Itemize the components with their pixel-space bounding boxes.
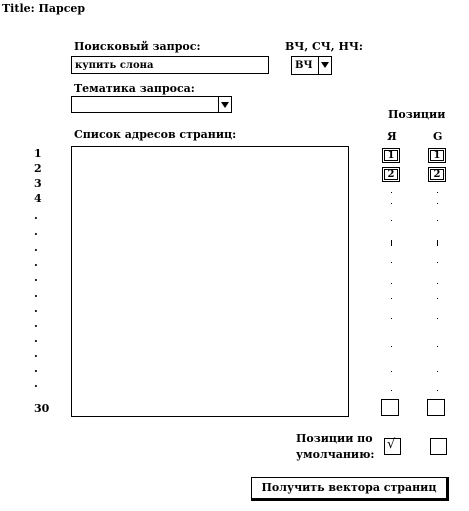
ellipsis-dot (437, 192, 438, 193)
positions-col-google: G (433, 130, 443, 143)
google-position-1: 1 (428, 148, 446, 163)
frequency-select[interactable] (291, 56, 332, 75)
check-icon: √ (387, 437, 396, 452)
pages-label: Список адресов страниц: (74, 128, 237, 141)
google-position-30[interactable] (427, 399, 445, 416)
row-number: . (34, 332, 38, 345)
yandex-position-30[interactable] (381, 399, 399, 416)
query-input-value: купить слона (75, 60, 154, 71)
row-number: . (34, 256, 38, 269)
row-number: . (34, 225, 38, 238)
chevron-down-icon[interactable] (218, 97, 231, 112)
positions-col-yandex: Я (387, 130, 397, 143)
yandex-position-1: 1 (382, 148, 400, 163)
ellipsis-dot (391, 220, 392, 221)
row-number: . (34, 209, 38, 222)
defaults-label-line1: Позиции по (296, 432, 373, 445)
defaults-label-line2: умолчанию: (296, 448, 375, 461)
window-title: Title: Парсер (2, 2, 86, 15)
row-number: . (34, 347, 38, 360)
ellipsis-dot (391, 346, 392, 347)
row-number: . (34, 317, 38, 330)
ellipsis-dot (391, 371, 392, 372)
chevron-down-icon[interactable] (318, 57, 331, 74)
ellipsis-dot (391, 262, 392, 263)
yandex-default-checkbox[interactable] (384, 438, 401, 455)
google-default-checkbox[interactable] (430, 438, 447, 455)
row-number: 1 (34, 147, 42, 160)
row-number: . (34, 377, 38, 390)
ellipsis-dot (437, 220, 438, 221)
row-number: 30 (34, 402, 50, 415)
ellipsis-dot (391, 298, 392, 299)
yandex-position-2: 2 (382, 167, 400, 182)
positions-title: Позиции (388, 108, 446, 121)
ellipsis-dot (437, 298, 438, 299)
ellipsis-dot (437, 283, 438, 284)
frequency-selected: ВЧ (295, 60, 313, 71)
ellipsis-dot (391, 203, 392, 204)
ellipsis-dot (437, 371, 438, 372)
query-input[interactable] (71, 56, 269, 74)
query-label: Поисковый запрос: (74, 40, 201, 53)
ellipsis-dot (437, 346, 438, 347)
google-position-2: 2 (428, 167, 446, 182)
ellipsis-dot (437, 318, 438, 319)
theme-selected (72, 97, 231, 100)
ellipsis-dot (391, 240, 392, 246)
ellipsis-dot (391, 318, 392, 319)
frequency-label: ВЧ, СЧ, НЧ: (285, 40, 363, 53)
theme-label: Тематика запроса: (74, 82, 195, 95)
row-number: 3 (34, 177, 42, 190)
row-number: . (34, 241, 38, 254)
row-number: . (34, 287, 38, 300)
ellipsis-dot (391, 192, 392, 193)
row-number: . (34, 362, 38, 375)
row-number: 2 (34, 162, 42, 175)
ellipsis-dot (437, 203, 438, 204)
get-page-vectors-button[interactable]: Получить вектора страниц (251, 477, 449, 501)
ellipsis-dot (437, 240, 438, 246)
ellipsis-dot (391, 390, 392, 391)
pages-list[interactable] (71, 146, 349, 417)
ellipsis-dot (437, 390, 438, 391)
row-number: . (34, 302, 38, 315)
ellipsis-dot (391, 283, 392, 284)
row-number: . (34, 271, 38, 284)
row-number: 4 (34, 192, 42, 205)
ellipsis-dot (437, 262, 438, 263)
theme-select[interactable] (71, 96, 232, 113)
